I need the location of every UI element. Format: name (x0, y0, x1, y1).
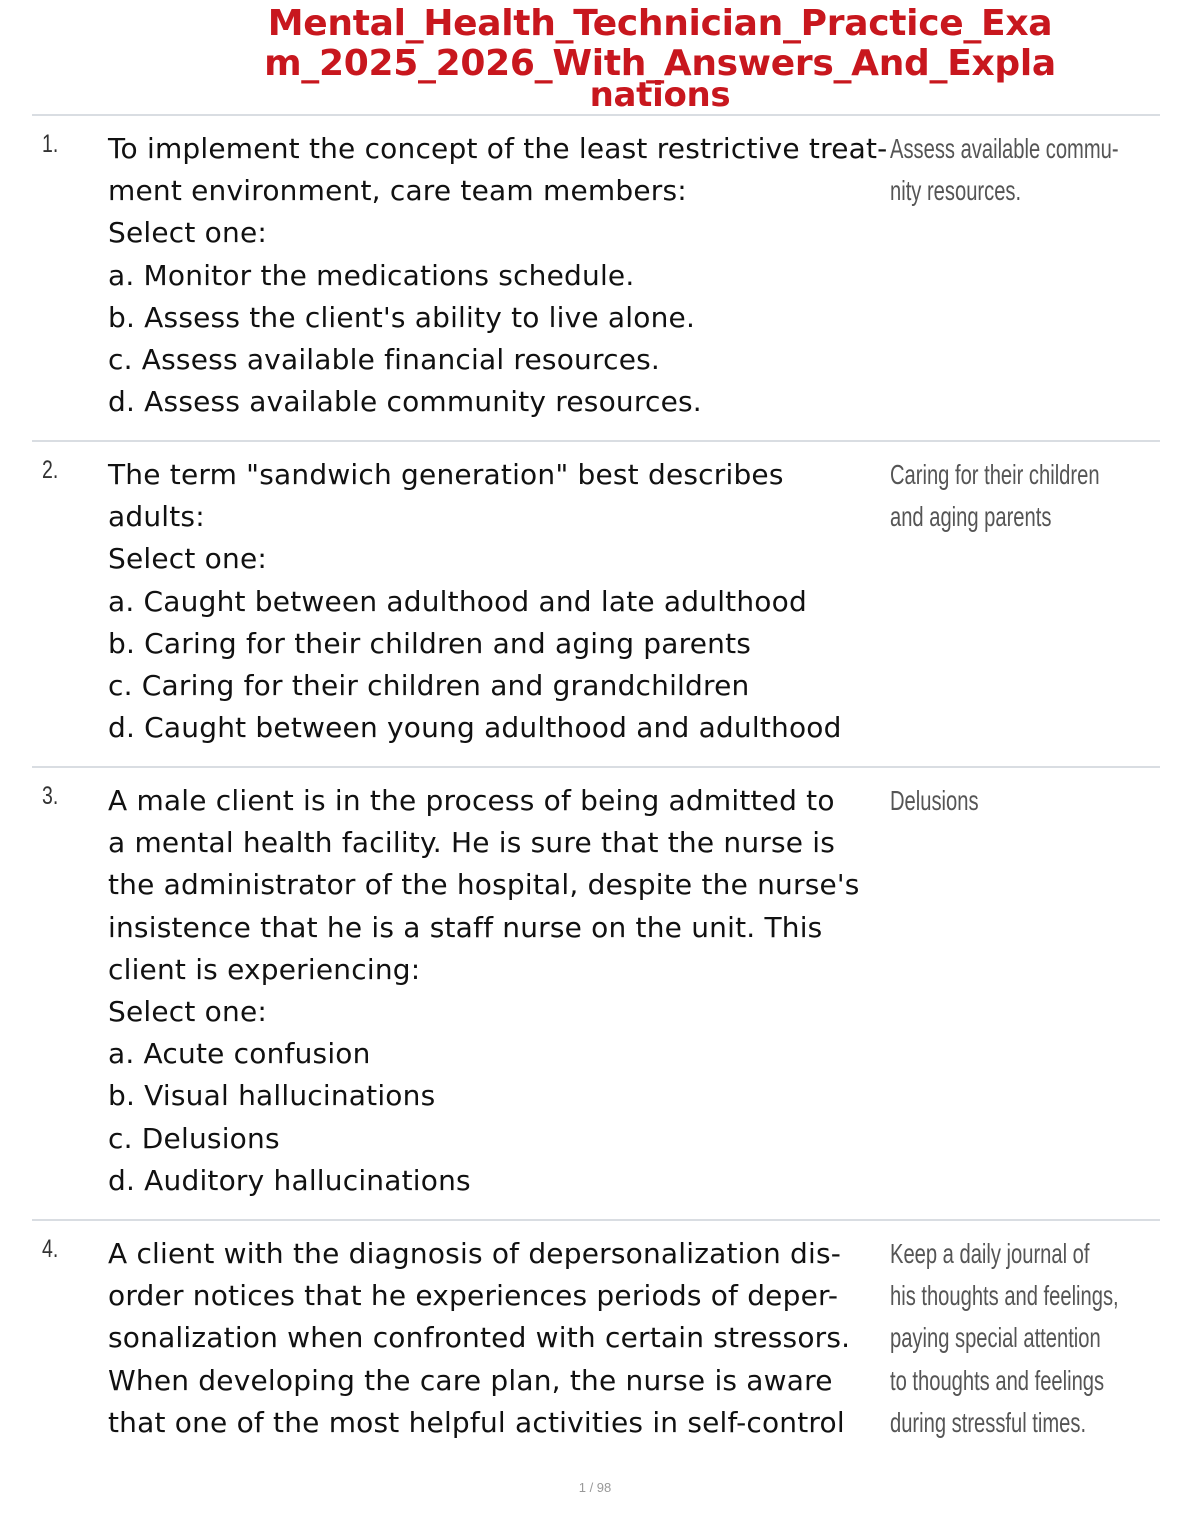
question-line: order notices that he experiences periods of deper- (108, 1279, 839, 1313)
question-text (108, 128, 888, 423)
question-line: The term "sandwich generation" best describes (108, 458, 784, 491)
option-b: b. Caring for their children and aging parents (108, 626, 752, 660)
question-number: 2. (42, 456, 59, 484)
option-d: d. Caught between young adulthood and adulthood (108, 711, 842, 745)
answer-line: Keep a daily journal of (890, 1238, 1090, 1269)
answer-text (890, 128, 1149, 212)
question-line: client is experiencing: (108, 952, 421, 986)
question-number: 3. (42, 782, 59, 810)
answer-line: Caring for their children (890, 459, 1100, 490)
title-line-3: nations (589, 75, 731, 115)
answer-text (890, 780, 1149, 822)
answer-line: to thoughts and feelings (890, 1364, 1105, 1396)
select-one-label: Select one: (108, 542, 268, 576)
answer-text (890, 1233, 1149, 1444)
option-a: a. Caught between adulthood and late adulthood (108, 584, 807, 618)
answer-line: and aging parents (890, 501, 1052, 533)
answer-line: Assess available commu- (890, 133, 1119, 164)
question-text (108, 1233, 878, 1444)
question-line: sonalization when confronted with certain stressors. (108, 1321, 851, 1355)
question-line: adults: (108, 500, 205, 534)
question-line: When developing the care plan, the nurse is aware (108, 1363, 833, 1397)
title-line-2: m_2025_2026_With_Answers_And_Expla (264, 43, 1056, 84)
title-line-1: Mental_Health_Technician_Practice_Exa (267, 3, 1053, 44)
question-text (108, 780, 878, 1202)
page-indicator: 1 / 98 (578, 1480, 612, 1495)
divider (32, 1219, 1160, 1221)
option-c: c. Delusions (108, 1121, 280, 1155)
option-d: d. Auditory hallucinations (108, 1163, 471, 1197)
option-c: c. Caring for their children and grandchildren (108, 669, 750, 703)
select-one-label: Select one: (108, 216, 268, 250)
answer-line: paying special attention (890, 1322, 1101, 1354)
answer-line: nity resources. (890, 175, 1022, 207)
select-one-label: Select one: (108, 995, 268, 1029)
question-text (108, 454, 878, 749)
answer-line: his thoughts and feelings, (890, 1280, 1119, 1312)
question-number: 1. (42, 130, 59, 158)
divider (32, 766, 1160, 768)
option-a: a. Monitor the medications schedule. (108, 258, 635, 292)
option-a: a. Acute confusion (108, 1037, 371, 1071)
divider (32, 440, 1160, 442)
answer-line: Delusions (890, 785, 979, 816)
option-b: b. Visual hallucinations (108, 1079, 436, 1113)
question-line: that one of the most helpful activities in self-control (108, 1405, 845, 1439)
question-line: A male client is in the process of being admitted to (108, 784, 835, 817)
question-line: a mental health facility. He is sure that the nurse is (108, 826, 836, 860)
question-line: A client with the diagnosis of depersonalization dis- (108, 1237, 842, 1270)
document-title (230, 3, 1090, 115)
question-number: 4. (42, 1235, 59, 1263)
divider-top (32, 114, 1160, 116)
question-line: insistence that he is a staff nurse on the unit. This (108, 910, 823, 944)
question-line: ment environment, care team members: (108, 174, 687, 208)
answer-text (890, 454, 1149, 538)
question-line: the administrator of the hospital, despite the nurse's (108, 868, 860, 902)
answer-line: during stressful times. (890, 1406, 1087, 1438)
question-line: To implement the concept of the least restrictive treat- (108, 132, 888, 165)
option-c: c. Assess available financial resources. (108, 343, 661, 377)
option-b: b. Assess the client's ability to live alone. (108, 300, 696, 334)
option-d: d. Assess available community resources. (108, 385, 702, 419)
